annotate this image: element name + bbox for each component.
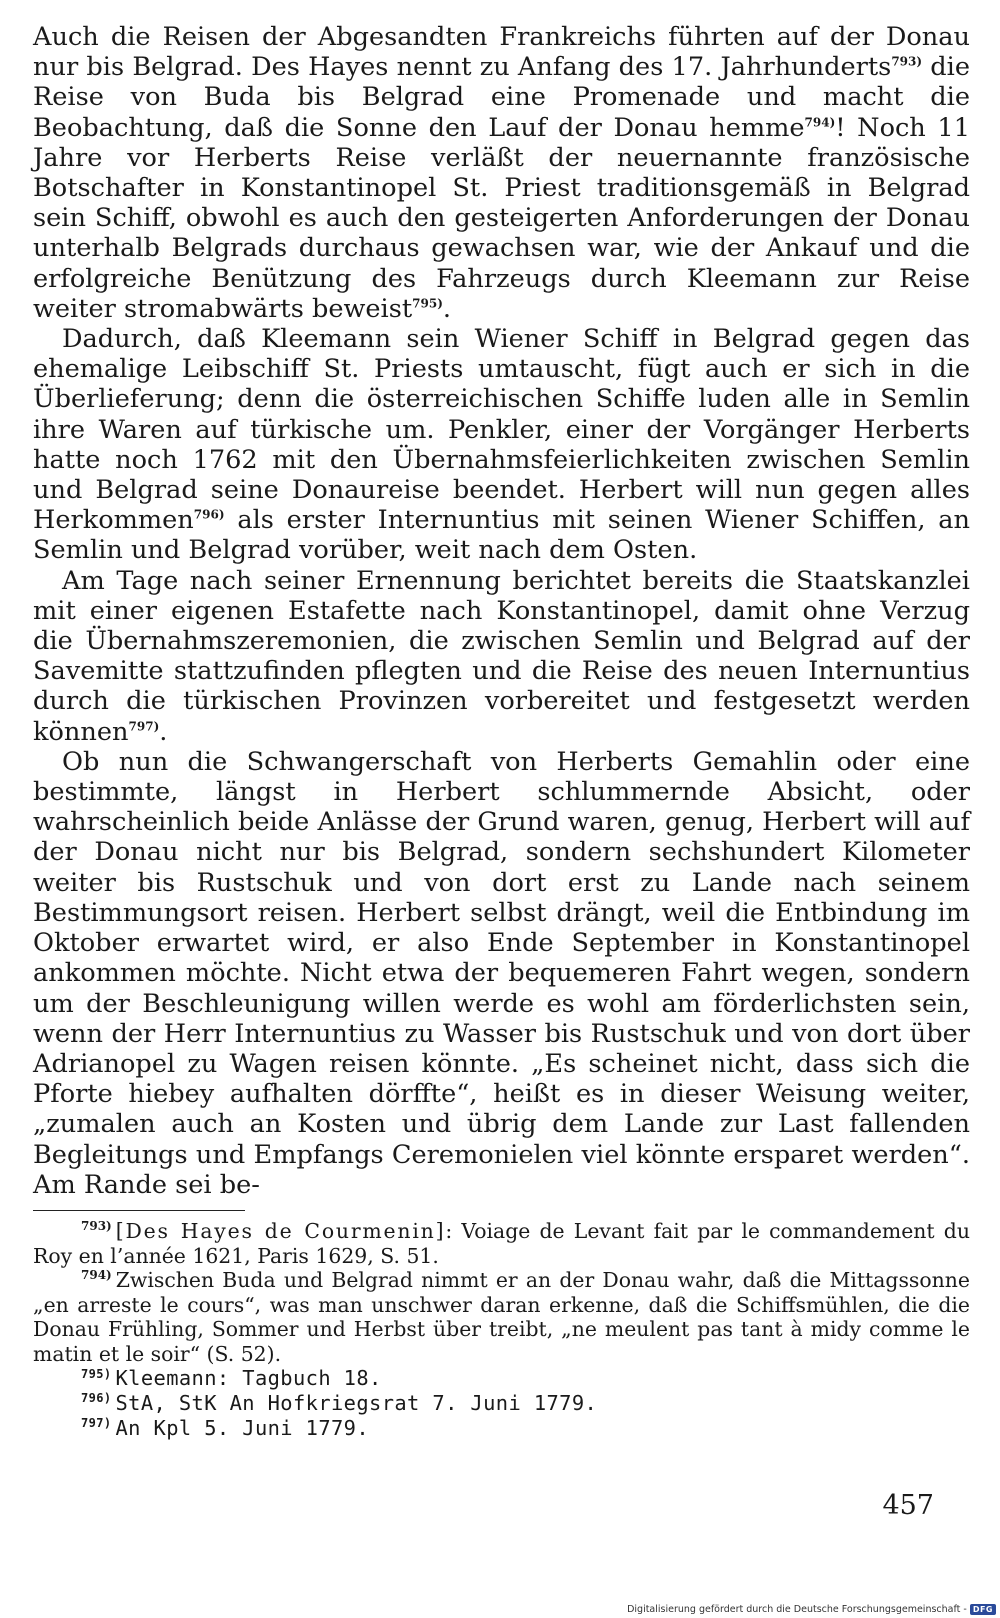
paragraph-text: Am Tage nach seiner Ernennung berichtet bereits die Staatskanzlei mit einer eigenen Estafette nach Konstantinopel, damit ohne Verzug die Übernahmszeremonien, die zwischen Semlin und Belgrad auf der Savemitte stattzufinden pflegten und die Reise des neuen Internuntius durch die türkischen Provinzen vorbereitet und festgesetzt werden können: [33, 565, 970, 747]
footnote-number: 793): [81, 1219, 112, 1234]
paragraph-text: Dadurch, daß Kleemann sein Wiener Schiff in Belgrad gegen das ehemalige Leibschiff St. Priests umtauscht, fügt auch er sich in die Überlieferung; denn die österreichischen Schiffe luden alle in Semlin ihre Waren auf türkische um. Penkler, einer der Vorgänger Herberts hatte noch 1762 mit den Übernahmsfeierlichkeiten zwischen Semlin und Belgrad seine Donaureise beendet. Herbert will nun gegen alles Herkommen: [33, 324, 970, 536]
page-number: 457: [882, 1490, 934, 1521]
paragraph-text: die Reise von Buda bis Belgrad eine Promenade und macht die Beobachtung, daß die Sonne den Lauf der Donau hemme: [33, 52, 970, 143]
footnote-ref[interactable]: 793): [891, 54, 923, 69]
footnote-ref[interactable]: 796): [193, 507, 225, 522]
footnote-ref[interactable]: 797): [128, 719, 160, 734]
paragraph-text: Ob nun die Schwangerschaft von Herberts Gemahlin oder eine bestimmte, längst in Herbert schlummernde Absicht, oder wahrscheinlich beide Anlässe der Grund waren, genug, Herbert will auf der Donau nicht nur bis Belgrad, sondern sechshundert Kilometer weiter bis Rustschuk und von dort erst zu Lande nach seinem Bestimmungsort reisen. Herbert selbst drängt, weil die Entbindung im Oktober erwartet wird, er also Ende September in Konstantinopel ankommen möchte. Nicht etwa der bequemeren Fahrt wegen, sondern um der Beschleunigung willen werde es wohl am förderlichsten sein, wenn der Herr Internuntius zu Wasser bis Rustschuk und von dort über Adrianopel zu Wagen reisen könnte. „Es scheinet nicht, dass sich die Pforte hiebey aufhalten dörffte“, heißt es in dieser Weisung weiter, „zumalen auch an Kosten und übrig dem Lande zur Last fallenden Begleitungs und Empfangs Ceremonielen viel könnte ersparet werden“. Am Rande sei be-: [33, 746, 970, 1200]
footnote-797: [33, 1416, 970, 1441]
paragraph-text: .: [159, 716, 168, 747]
footnote-number: 796): [81, 1391, 112, 1406]
paragraph-text: Auch die Reisen der Abgesandten Frankreichs führten auf der Donau nur bis Belgrad. Des Hayes nennt zu Anfang des 17. Jahrhunderts: [33, 22, 970, 83]
dfg-logo: DFG: [970, 1604, 996, 1615]
digitization-footer: [627, 1604, 996, 1615]
paragraph-text: als erster Internuntius mit seinen Wiener Schiffen, an Semlin und Belgrad vorüber, weit nach dem Osten.: [33, 505, 970, 566]
main-text: [33, 22, 970, 1200]
footnote-796: [33, 1391, 970, 1416]
footnote-number: 797): [81, 1415, 112, 1430]
footnote-author: [Des Hayes de Courmenin]: [115, 1218, 446, 1243]
footnote-795: [33, 1366, 970, 1391]
paragraph-2: [33, 324, 970, 566]
footnote-divider: [33, 1210, 245, 1211]
footnote-794: [33, 1268, 970, 1366]
footer-text: Digitalisierung gefördert durch die Deutsche Forschungsgemeinschaft -: [627, 1604, 967, 1615]
footnotes: [33, 1219, 970, 1440]
footnote-number: 794): [81, 1268, 112, 1283]
footnote-793: [33, 1219, 970, 1268]
footnote-ref[interactable]: 795): [412, 296, 443, 311]
footnote-text: StA, StK An Hofkriegsrat 7. Juni 1779.: [115, 1391, 598, 1416]
paragraph-3: [33, 566, 970, 747]
footnote-text: Zwischen Buda und Belgrad nimmt er an der Donau wahr, daß die Mittagssonne „en arreste le cours“, was man unschwer daran erkenne, daß die Schiffsmühlen, die die Donau Frühling, Sommer und Herbst über treibt, „ne meulent pas tant à midy comme le matin et le soir“ (S. 52).: [33, 1268, 970, 1366]
footnote-ref[interactable]: 794): [804, 115, 836, 130]
paragraph-text: .: [442, 293, 452, 324]
footnote-number: 795): [81, 1366, 112, 1381]
paragraph-4: [33, 747, 970, 1200]
paragraph-1: [33, 22, 970, 324]
footnote-text: Kleemann: Tagbuch 18.: [115, 1366, 382, 1391]
footnote-text: : Voiage de Levant fait par le commandement du Roy en l’année 1621, Paris 1629, S. 51.: [33, 1218, 970, 1268]
page: [33, 22, 970, 1440]
paragraph-text: ! Noch 11 Jahre vor Herberts Reise verläßt der neuernannte französische Botschafter in Konstantinopel St. Priest traditionsgemäß in Belgrad sein Schiff, obwohl es auch den gesteigerten Anforderungen der Donau unterhalb Belgrads durchaus gewachsen war, wie der Ankauf und die erfolgreiche Benützung des Fahrzeugs durch Kleemann zur Reise weiter stromabwärts beweist: [33, 112, 970, 324]
footnote-text: An Kpl 5. Juni 1779.: [115, 1415, 370, 1440]
